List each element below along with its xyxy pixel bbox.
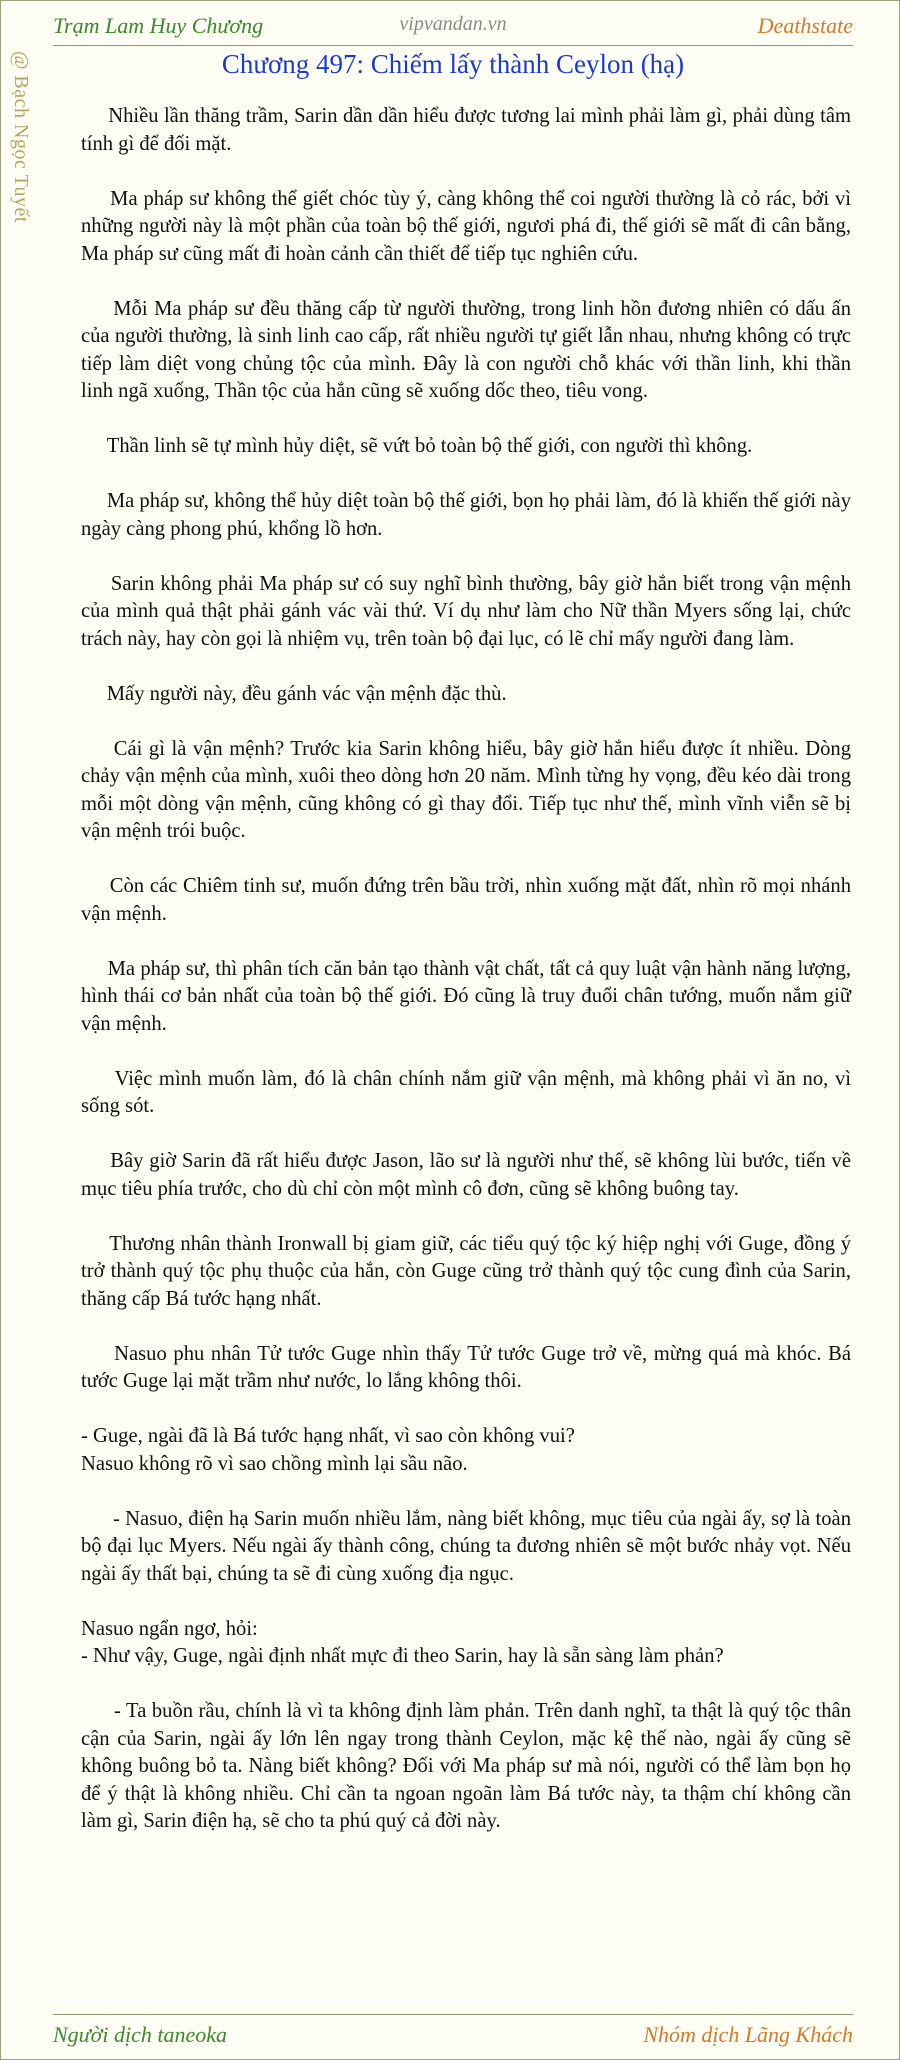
dialogue-block [81,1423,851,1478]
paragraph: Việc mình muốn làm, đó là chân chính nắm giữ vận mệnh, mà không phải vì ăn no, vì sống sót. [81,1067,851,1117]
dialogue-line: - Như vậy, Guge, ngài định nhất mực đi theo Sarin, hay là sẵn sàng làm phản? [81,1645,724,1667]
page-footer [53,2020,853,2052]
paragraph: Ma pháp sư, không thể hủy diệt toàn bộ thế giới, bọn họ phải làm, đó là khiến thế giới này ngày càng phong phú, khổng lồ hơn. [81,490,851,540]
narration-line: Nasuo không rõ vì sao chồng mình lại sầu não. [81,1452,468,1475]
header-site-name: Trạm Lam Huy Chương [53,13,264,38]
paragraph: Còn các Chiêm tinh sư, muốn đứng trên bầu trời, nhìn xuống mặt đất, nhìn rõ mọi nhánh vận mệnh. [81,875,851,925]
paragraph: Ma pháp sư, thì phân tích căn bản tạo thành vật chất, tất cả quy luật vận hành năng lượng, hình thái cơ bản nhất của toàn bộ thế giới. Đó cũng là truy đuổi chân tướng, muốn nắm giữ vận mệnh. [81,957,851,1035]
page-header [53,7,853,45]
paragraph: Ma pháp sư không thể giết chóc tùy ý, càng không thể coi người thường là cỏ rác, bởi vì những người này là một phần của toàn bộ thế giới, ngươi phá đi, thế giới sẽ mất đi cân bằng, Ma pháp sư cũng mất đi hoàn cảnh cần thiết để tiếp tục nghiên cứu. [81,187,851,265]
side-credit: @ Bạch Ngọc Tuyết [10,51,32,223]
header-divider [53,45,853,46]
paragraph: Cái gì là vận mệnh? Trước kia Sarin không hiểu, bây giờ hắn hiểu được ít nhiều. Dòng chảy vận mệnh của mình, xuôi theo dòng hơn 20 năm. Mình từng hy vọng, đều kéo dài trong mỗi một dòng vận mệnh, cũng không có gì thay đổi. Tiếp tục như thế, mình vĩnh viễn sẽ bị vận mệnh trói buộc. [81,737,851,842]
paragraph: Mỗi Ma pháp sư đều thăng cấp từ người thường, trong linh hồn đương nhiên có dấu ấn của người thường, là sinh linh cao cấp, rất nhiều người tự giết lẫn nhau, nhưng không có trực tiếp làm diệt vong chủng tộc của mình. Đây là con người chỗ khác với thần linh, khi thần linh ngã xuống, Thần tộc của hắn cũng sẽ xuống dốc theo, tiêu vong. [81,297,851,402]
narration-line: Nasuo ngẩn ngơ, hỏi: [81,1617,258,1640]
dialogue-paragraph: - Nasuo, điện hạ Sarin muốn nhiều lắm, nàng biết không, mục tiêu của ngài ấy, sợ là toàn bộ đại lục Myers. Nếu ngài ấy thành công, chúng ta đương nhiên sẽ một bước nhảy vọt. Nếu ngài ấy thất bại, chúng ta sẽ đi cùng xuống địa ngục. [81,1507,851,1585]
paragraph: Thần linh sẽ tự mình hủy diệt, sẽ vứt bỏ toàn bộ thế giới, con người thì không. [81,435,753,457]
chapter-title: Chương 497: Chiếm lấy thành Ceylon (hạ) [221,49,685,79]
paragraph: Nhiều lần thăng trầm, Sarin dần dần hiểu được tương lai mình phải làm gì, phải dùng tâm tính gì để đối mặt. [81,105,851,155]
header-domain: vipvandan.vn [399,13,507,35]
paragraph: Thương nhân thành Ironwall bị giam giữ, các tiểu quý tộc ký hiệp nghị với Guge, đồng ý trở thành quý tộc phụ thuộc của hắn, còn Guge cũng trở thành quý tộc cung đình của Sarin, thăng cấp Bá tước hạng nhất. [81,1232,851,1310]
paragraph: Nasuo phu nhân Tử tước Guge nhìn thấy Tử tước Guge trở về, mừng quá mà khóc. Bá tước Guge lại mặt trầm như nước, lo lắng không thôi. [81,1342,851,1392]
footer-divider [53,2014,853,2015]
paragraph: Mấy người này, đều gánh vác vận mệnh đặc thù. [81,682,507,705]
chapter-content [81,103,851,1863]
header-author: Deathstate [757,13,853,38]
dialogue-paragraph: - Ta buồn rầu, chính là vì ta không định làm phản. Trên danh nghĩ, ta thật là quý tộc thân cận của Sarin, ngài ấy lớn lên ngay trong thành Ceylon, mặc kệ thế nào, ngài ấy cũng sẽ không buông bỏ ta. Nàng biết không? Đối với Ma pháp sư mà nói, người có thể làm bọn họ để ý thật là không nhiều. Chỉ cần ta ngoan ngoãn làm Bá tước này, ta thậm chí không cần làm gì, Sarin điện hạ, sẽ cho ta phú quý cả đời này. [81,1700,851,1832]
footer-translator: Người dịch taneoka [53,2022,228,2047]
dialogue-line: - Guge, ngài đã là Bá tước hạng nhất, vì sao còn không vui? [81,1425,575,1447]
paragraph: Sarin không phải Ma pháp sư có suy nghĩ bình thường, bây giờ hắn biết trong vận mệnh của mình quả thật phải gánh vác vài thứ. Ví dụ như làm cho Nữ thần Myers sống lại, chức trách này, hay còn gọi là nhiệm vụ, trên toàn bộ đại lục, có lẽ chỉ mấy người đang làm. [81,572,851,650]
dialogue-block [81,1616,851,1671]
paragraph: Bây giờ Sarin đã rất hiểu được Jason, lão sư là người như thế, sẽ không lùi bước, tiến về mục tiêu phía trước, cho dù chỉ còn một mình cô đơn, cũng sẽ không buông tay. [81,1150,851,1200]
footer-group: Nhóm dịch Lãng Khách [643,2022,853,2047]
